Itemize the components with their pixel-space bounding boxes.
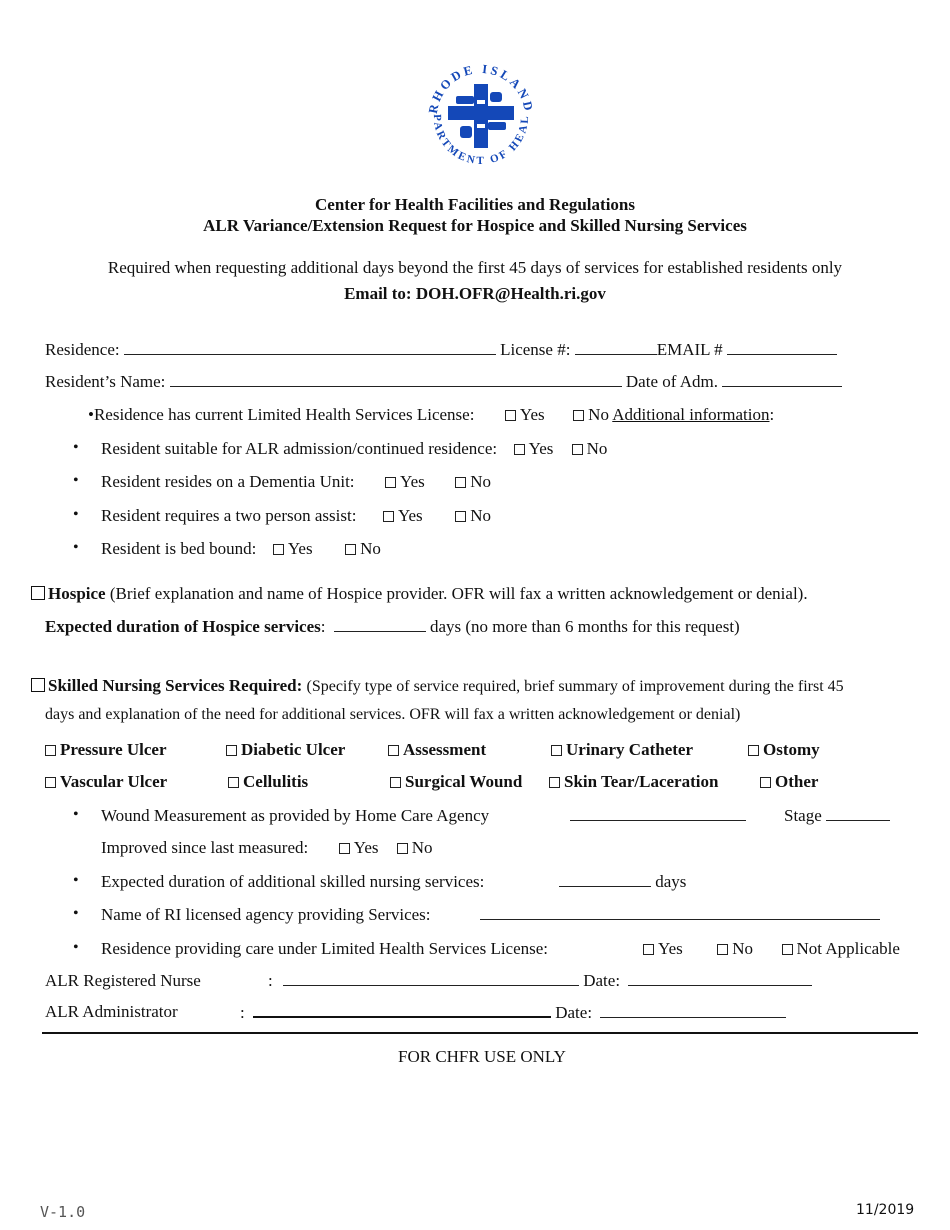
- checkbox[interactable]: [226, 745, 237, 756]
- q2-no-checkbox[interactable]: [572, 444, 583, 455]
- service-pressure-ulcer[interactable]: [45, 740, 167, 760]
- skilled-row: [31, 676, 844, 696]
- no-label: No: [360, 539, 381, 558]
- service-label: Pressure Ulcer: [60, 740, 167, 759]
- checkbox[interactable]: [549, 777, 560, 788]
- expected-label: Expected duration of additional skilled nursing services:: [101, 872, 485, 891]
- stage-row: [784, 806, 890, 826]
- residents-name-field[interactable]: [170, 372, 622, 387]
- residence-label: Residence:: [45, 340, 120, 359]
- service-label: Ostomy: [763, 740, 820, 759]
- skilled-checkbox[interactable]: [31, 678, 45, 692]
- q2-yes-checkbox[interactable]: [514, 444, 525, 455]
- service-cellulitis[interactable]: [228, 772, 308, 792]
- skilled-label: Skilled Nursing Services Required:: [48, 676, 303, 695]
- improved-no-checkbox[interactable]: [397, 843, 408, 854]
- svg-text:DEPARTMENT OF HEALTH: PARTMENT OF HEAL: [430, 114, 532, 168]
- service-urinary-catheter[interactable]: [551, 740, 693, 760]
- q2-label: Resident suitable for ALR admission/continued residence:: [101, 439, 498, 458]
- q5-yes-checkbox[interactable]: [273, 544, 284, 555]
- bullet: •: [73, 806, 79, 823]
- no-label: No: [470, 506, 491, 525]
- no-label: No: [586, 439, 608, 458]
- logo-seal-icon: [420, 56, 542, 178]
- yes-label: Yes: [353, 838, 379, 857]
- q2-row: [101, 439, 607, 459]
- admin-date-field[interactable]: [600, 1003, 786, 1018]
- q3-no-checkbox[interactable]: [455, 477, 466, 488]
- license-label: License #:: [500, 340, 571, 359]
- residence-field[interactable]: [124, 340, 496, 355]
- service-label: Other: [775, 772, 819, 791]
- service-label: Cellulitis: [243, 772, 309, 791]
- yes-label: Yes: [287, 539, 313, 558]
- lhs-yes-checkbox[interactable]: [643, 944, 654, 955]
- yes-label: Yes: [400, 472, 425, 491]
- bullet: •: [73, 872, 79, 889]
- service-assessment[interactable]: [388, 740, 486, 760]
- expected-row: [559, 872, 686, 892]
- lhs-no-checkbox[interactable]: [717, 944, 728, 955]
- rn-date-field[interactable]: [628, 971, 812, 986]
- agency-field[interactable]: [480, 905, 880, 925]
- service-diabetic-ulcer[interactable]: [226, 740, 345, 760]
- bullet: •: [88, 405, 94, 424]
- service-ostomy[interactable]: [748, 740, 820, 760]
- rhode-island-doh-logo: [420, 56, 542, 178]
- email-num-field[interactable]: [727, 340, 837, 355]
- q4-no-checkbox[interactable]: [455, 511, 466, 522]
- bullet: •: [73, 506, 79, 523]
- rn-signature-field[interactable]: [283, 971, 579, 986]
- chfr-use-only: FOR CHFR USE ONLY: [398, 1047, 566, 1066]
- admin-row: [240, 1002, 786, 1023]
- yes-label: Yes: [519, 405, 545, 424]
- stage-field[interactable]: [826, 806, 890, 821]
- version-label: V-1.0: [40, 1203, 86, 1221]
- required-note: Required when requesting additional days beyond the first 45 days of services for established residents only: [107, 258, 843, 277]
- service-vascular-ulcer[interactable]: [45, 772, 167, 792]
- admin-date-label: Date:: [555, 1003, 593, 1022]
- hospice-duration-row: Expected duration of Hospice services: days (no more than 6 months for this request): [45, 617, 740, 636]
- header-line1: Center for Health Facilities and Regulations: [315, 195, 635, 214]
- colon: :: [240, 1003, 245, 1022]
- bullet: •: [73, 539, 79, 556]
- improved-label: Improved since last measured:: [101, 838, 309, 857]
- admin-signature-field[interactable]: [253, 1002, 551, 1018]
- bullet: •: [73, 439, 79, 456]
- service-label: Skin Tear/Laceration: [564, 772, 719, 791]
- lhs-na-checkbox[interactable]: [782, 944, 793, 955]
- email-to: Email to: DOH.OFR@Health.ri.gov: [344, 284, 606, 303]
- no-label: No: [470, 472, 492, 491]
- service-skin-tear[interactable]: [549, 772, 718, 792]
- license-field[interactable]: [575, 340, 657, 355]
- service-label: Urinary Catheter: [566, 740, 693, 759]
- checkbox[interactable]: [388, 745, 399, 756]
- not-applicable-label: Not Applicable: [796, 939, 900, 958]
- rn-label: ALR Registered Nurse: [45, 971, 201, 990]
- days-label: days: [655, 872, 687, 891]
- service-surgical-wound[interactable]: [390, 772, 522, 792]
- section-divider: [42, 1032, 918, 1034]
- lhs-label: Residence providing care under Limited Health Services License:: [101, 939, 549, 958]
- q4-label: Resident requires a two person assist:: [101, 506, 357, 525]
- yes-label: Yes: [528, 439, 554, 458]
- agency-label: Name of RI licensed agency providing Services:: [101, 905, 431, 924]
- bullet: •: [73, 472, 79, 489]
- q5-row: [101, 539, 381, 559]
- hospice-row: [31, 584, 808, 604]
- no-label: No: [588, 405, 609, 424]
- q1-no-checkbox[interactable]: [573, 410, 584, 421]
- improved-row: [101, 838, 433, 858]
- stage-label: Stage: [784, 806, 822, 825]
- service-label: Assessment: [403, 740, 487, 759]
- resident-name-row: [45, 372, 842, 392]
- checkbox[interactable]: [390, 777, 401, 788]
- q4-row: [101, 506, 491, 526]
- email-num-label: EMAIL #: [656, 340, 723, 359]
- hospice-label: Hospice: [48, 584, 106, 603]
- hospice-duration-field[interactable]: [334, 617, 426, 632]
- q1-row: •Residence has current Limited Health Services License: Yes No Additional information:: [88, 405, 775, 424]
- hospice-duration-suffix: days (no more than 6 months for this request): [429, 617, 740, 636]
- yes-label: Yes: [658, 939, 683, 958]
- rn-row: [268, 971, 812, 991]
- yes-label: Yes: [397, 506, 423, 525]
- service-label: Surgical Wound: [405, 772, 523, 791]
- no-label: No: [411, 838, 433, 857]
- skilled-desc1: (Specify type of service required, brief summary of improvement during the first 45: [306, 678, 844, 695]
- residents-name-label: Resident’s Name:: [45, 372, 166, 391]
- admin-label: ALR Administrator: [45, 1002, 178, 1021]
- residence-row: [45, 340, 837, 360]
- header-line2: ALR Variance/Extension Request for Hospice and Skilled Nursing Services: [203, 216, 747, 235]
- hospice-duration-label: Expected duration of Hospice services: [45, 617, 321, 636]
- checkbox[interactable]: [748, 745, 759, 756]
- q5-no-checkbox[interactable]: [345, 544, 356, 555]
- lhs-options: [643, 939, 900, 959]
- service-label: Vascular Ulcer: [60, 772, 168, 791]
- additional-info-label: Additional information: [612, 405, 770, 424]
- no-label: No: [732, 939, 754, 958]
- q5-label: Resident is bed bound:: [101, 539, 257, 558]
- q3-row: [101, 472, 491, 492]
- service-other[interactable]: [760, 772, 818, 792]
- q1-yes-checkbox[interactable]: [505, 410, 516, 421]
- improved-yes-checkbox[interactable]: [339, 843, 350, 854]
- q3-label: Resident resides on a Dementia Unit:: [101, 472, 355, 491]
- svg-text:RHODE ISLAND: RHODE ISLAND: [425, 61, 537, 115]
- skilled-desc2: days and explanation of the need for additional services. OFR will fax a written acknowledgement or denial): [45, 706, 741, 723]
- hospice-checkbox[interactable]: [31, 586, 45, 600]
- service-label: Diabetic Ulcer: [241, 740, 346, 759]
- bullet: •: [73, 905, 79, 922]
- colon: :: [268, 971, 273, 990]
- bullet: •: [73, 939, 79, 956]
- q3-yes-checkbox[interactable]: [385, 477, 396, 488]
- date-adm-field[interactable]: [722, 372, 842, 387]
- rn-date-label: Date:: [583, 971, 621, 990]
- q4-yes-checkbox[interactable]: [383, 511, 394, 522]
- checkbox[interactable]: [45, 777, 56, 788]
- checkbox[interactable]: [45, 745, 56, 756]
- wound-measurement-field[interactable]: [570, 806, 746, 826]
- checkbox[interactable]: [551, 745, 562, 756]
- checkbox[interactable]: [228, 777, 239, 788]
- wound-label: Wound Measurement as provided by Home Care Agency: [101, 806, 490, 825]
- checkbox[interactable]: [760, 777, 771, 788]
- expected-days-field[interactable]: [559, 872, 651, 887]
- hospice-desc: (Brief explanation and name of Hospice provider. OFR will fax a written acknowledgement or denial).: [109, 584, 808, 603]
- form-date: 11/2019: [856, 1202, 915, 1218]
- date-adm-label: Date of Adm.: [625, 372, 718, 391]
- q1-label: Residence has current Limited Health Services License:: [93, 405, 475, 424]
